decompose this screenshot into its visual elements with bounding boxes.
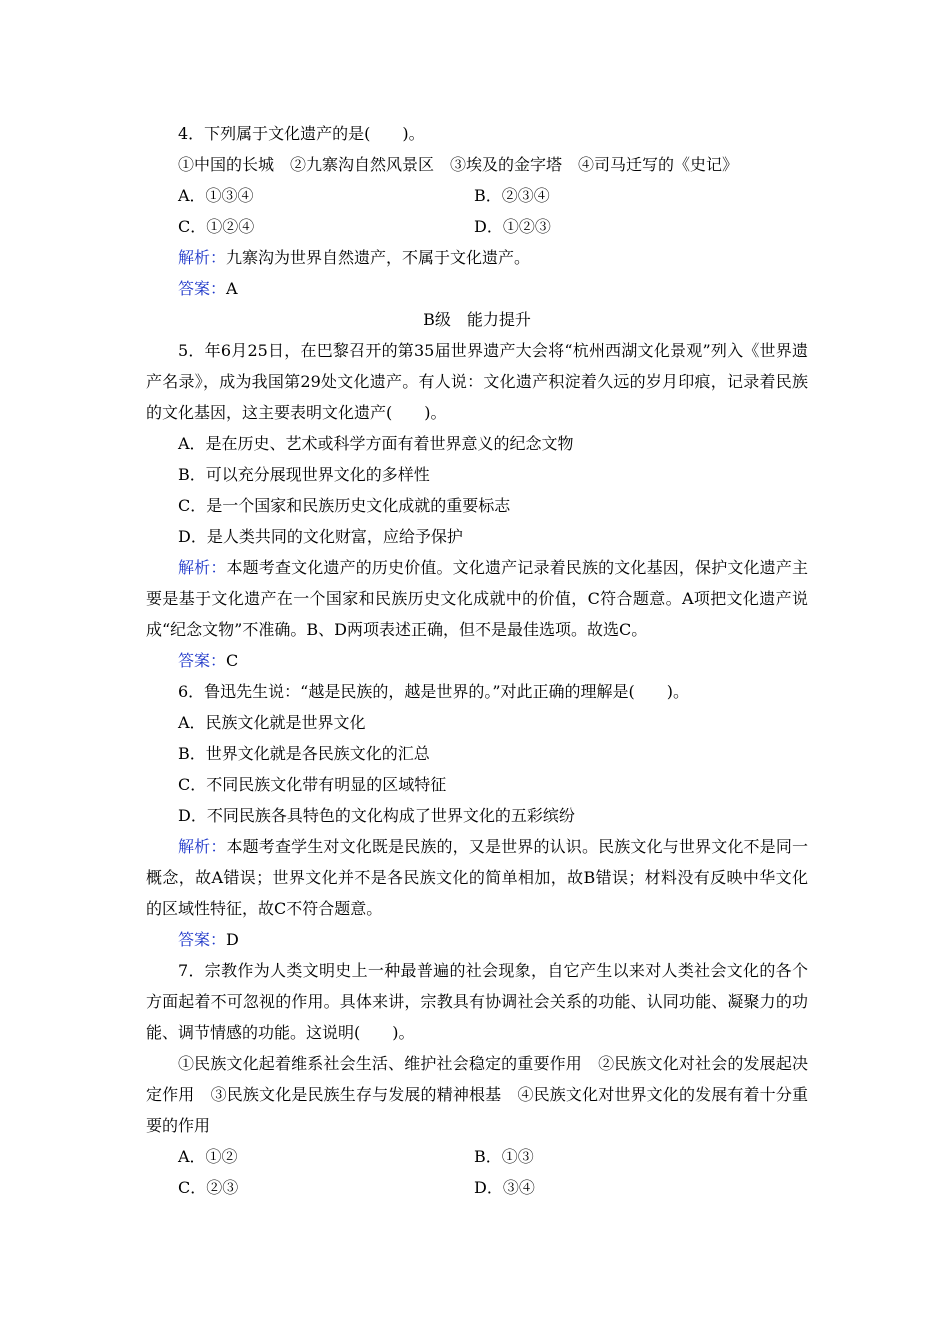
q4-options-row-2 <box>146 211 808 242</box>
document-content <box>146 118 808 1203</box>
q5-answer-label: 答案： <box>178 651 227 670</box>
q6-option-d: D．不同民族各具特色的文化构成了世界文化的五彩缤纷 <box>178 806 575 825</box>
q4-analysis-label: 解析： <box>178 248 227 267</box>
q6-option-c: C．不同民族文化带有明显的区域特征 <box>178 775 447 794</box>
q6-answer-label: 答案： <box>178 930 227 949</box>
q6-option-a: A．民族文化就是世界文化 <box>178 713 366 732</box>
q4-items: ①中国的长城 ②九寨沟自然风景区 ③埃及的金字塔 ④司马迁写的《史记》 <box>178 155 739 174</box>
q6-option-b: B．世界文化就是各民族文化的汇总 <box>178 744 430 763</box>
q4-option-c: C．①②④ <box>178 217 255 236</box>
q5-analysis-label: 解析： <box>178 558 227 577</box>
q5-analysis <box>146 552 808 645</box>
q4-option-d: D．①②③ <box>474 217 551 236</box>
q4-options-row-1 <box>146 180 808 211</box>
q5-analysis-text: 本题考查文化遗产的历史价值。文化遗产记录着民族的文化基因，保护文化遗产主要是基于文化遗产在一个国家和民族历史文化成就中的价值，C符合题意。A项把文化遗产说成“纪念文物”不准确。B、D两项表述正确，但不是最佳选项。故选C。 <box>146 558 808 639</box>
q4-stem: 4．下列属于文化遗产的是( )。 <box>178 124 425 143</box>
q7-stem: 7．宗教作为人类文明史上一种最普遍的社会现象，自它产生以来对人类社会文化的各个方面起着不可忽视的作用。具体来讲，宗教具有协调社会关系的功能、认同功能、凝聚力的功能、调节情感的功能。这说明( )。 <box>146 961 808 1042</box>
q6-analysis-label: 解析： <box>178 837 227 856</box>
q4-answer <box>146 273 808 304</box>
q6-analysis <box>146 831 808 924</box>
q5-answer <box>146 645 808 676</box>
q7-option-b: B．①③ <box>474 1147 534 1166</box>
q7-options-row-2 <box>146 1172 808 1203</box>
q5-option-b: B．可以充分展现世界文化的多样性 <box>178 465 430 484</box>
q6-stem: 6．鲁迅先生说：“越是民族的，越是世界的。”对此正确的理解是( )。 <box>178 682 690 701</box>
q7-items: ①民族文化起着维系社会生活、维护社会稳定的重要作用 ②民族文化对社会的发展起决定作用 ③民族文化是民族生存与发展的精神根基 ④民族文化对世界文化的发展有着十分重要的作用 <box>146 1054 808 1135</box>
q6-analysis-text: 本题考查学生对文化既是民族的，又是世界的认识。民族文化与世界文化不是同一概念，故A错误；世界文化并不是各民族文化的简单相加，故B错误；材料没有反映中华文化的区域性特征，故C不符合题意。 <box>146 837 808 918</box>
q4-option-a: A．①③④ <box>178 186 254 205</box>
q6-answer <box>146 924 808 955</box>
q5-stem: 5．年6月25日，在巴黎召开的第35届世界遗产大会将“杭州西湖文化景观”列入《世界遗产名录》，成为我国第29处文化遗产。有人说：文化遗产积淀着久远的岁月印痕，记录着民族的文化基因，这主要表明文化遗产( )。 <box>146 341 808 422</box>
q4-option-b: B．②③④ <box>474 186 550 205</box>
q4-analysis-text: 九寨沟为世界自然遗产，不属于文化遗产。 <box>226 248 531 267</box>
q5-option-a: A．是在历史、艺术或科学方面有着世界意义的纪念文物 <box>178 434 574 453</box>
q5-option-c: C．是一个国家和民族历史文化成就的重要标志 <box>178 496 511 515</box>
q5-option-d: D．是人类共同的文化财富，应给予保护 <box>178 527 463 546</box>
q5-answer-value: C <box>226 651 239 670</box>
section-title: B级 能力提升 <box>423 310 531 329</box>
q7-options-row-1 <box>146 1141 808 1172</box>
q7-option-c: C．②③ <box>178 1178 239 1197</box>
q4-analysis <box>146 242 808 273</box>
q7-option-a: A．①② <box>178 1147 238 1166</box>
q6-answer-value: D <box>226 930 239 949</box>
q4-answer-label: 答案： <box>178 279 227 298</box>
q4-answer-value: A <box>226 279 238 298</box>
q7-option-d: D．③④ <box>474 1178 535 1197</box>
